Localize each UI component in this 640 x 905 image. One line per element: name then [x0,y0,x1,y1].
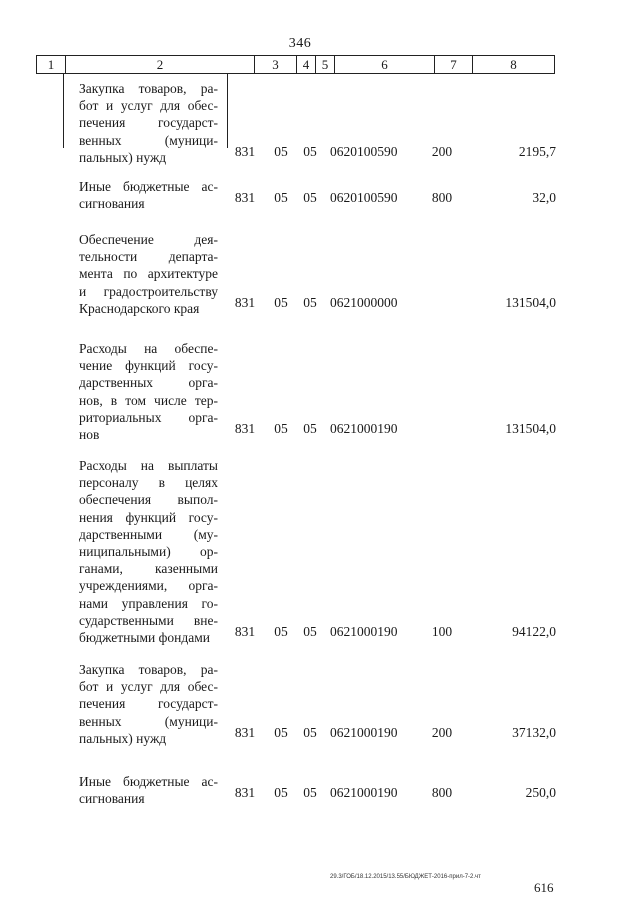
description-line: сигнования [79,196,145,212]
row-cell-c5: 05 [303,421,317,436]
row-cell-c7: 200 [431,143,453,159]
row-cell-c8: 37132,0 [512,724,556,740]
row-cell-c5: 05 [303,724,317,740]
description-line: персоналу в целях [79,475,218,491]
table-header-row [36,55,555,74]
row-cell-c8: 2195,7 [518,143,556,159]
row-cell-c3: 831 [234,624,256,639]
row-cell-c7: 800 [431,190,453,206]
header-col-1: 1 [47,57,55,72]
description-line: Краснодарского края [79,300,200,316]
row-cell-c3: 831 [234,143,256,159]
header-col-7: 7 [434,56,472,73]
description-line: пальных) нужд [79,149,167,165]
description-line: тельности департа- [79,249,218,265]
row-description [79,340,218,443]
row-cell-c8: 94122,0 [512,624,556,639]
description-line: Иные бюджетные ас- [79,774,218,789]
row-cell-c8: 32,0 [532,190,556,206]
description-line: и градостроительству [79,283,218,299]
description-line: венных (муници- [79,713,218,729]
row-description [79,661,218,747]
description-line: Закупка товаров, ра- [79,81,218,96]
row-cell-c6: 0621000000 [330,294,398,310]
row-cell-c7: 200 [431,724,453,740]
description-line: Закупка товаров, ра- [79,662,218,677]
description-line: ниципальными) ор- [79,544,218,560]
row-cell-c6: 0621000190 [330,421,398,436]
row-description [79,80,218,166]
row-cell-c4: 05 [274,785,288,801]
row-cell-c8: 131504,0 [505,294,556,310]
row-cell-c4: 05 [274,624,288,639]
description-line: Иные бюджетные ас- [79,179,218,194]
header-col-8: 8 [472,56,554,73]
page-number: 346 [288,36,312,51]
description-line: нения функций госу- [79,509,218,525]
description-line: венных (муници- [79,132,218,148]
description-line: Расходы на выплаты [79,458,218,473]
row-cell-c4: 05 [274,294,288,310]
row-cell-c5: 05 [303,785,317,801]
row-cell-c6: 0621000190 [330,785,398,801]
description-line: дарственных орга- [79,375,218,391]
footer-file-note: 29.3/ГОБ/18.12.2015/13.55/БЮДЖЕТ-2016-прил-7-2.чт [330,874,481,880]
description-line: сударственными вне- [79,612,218,628]
row-cell-c6: 0620100590 [330,143,398,159]
row-cell-c6: 0621000190 [330,724,398,740]
row-cell-c3: 831 [234,421,256,436]
description-line: учреждениями, орга- [79,578,218,594]
description-line: мента по архитектуре [79,266,218,282]
row-cell-c6: 0620100590 [330,190,398,206]
row-cell-c8: 250,0 [525,785,556,801]
row-cell-c4: 05 [274,190,288,206]
row-description [79,231,218,317]
row-cell-c8: 131504,0 [505,421,556,436]
description-line: чение функций госу- [79,358,218,374]
row-cell-c4: 05 [274,724,288,740]
header-col-6: 6 [334,56,434,73]
row-cell-c4: 05 [274,143,288,159]
description-line: печения государст- [79,115,218,131]
row-cell-c7: 100 [431,624,453,639]
header-col-2: 2 [65,56,254,73]
description-line: риториальных орга- [79,409,218,425]
row-cell-c6: 0621000190 [330,624,398,639]
header-col-3: 3 [254,56,296,73]
row-cell-c3: 831 [234,785,256,801]
footer-sheet-number: 616 [534,880,554,895]
row-cell-c3: 831 [234,190,256,206]
description-line: бот и услуг для обес- [79,679,218,695]
description-line: Обеспечение дея- [79,232,218,247]
description-line: бот и услуг для обес- [79,98,218,114]
description-line: нов, в том числе тер- [79,392,218,408]
description-line: обеспечения выпол- [79,492,218,508]
table-divider-right [227,74,228,148]
description-line: печения государст- [79,696,218,712]
header-col-5: 5 [315,56,334,73]
row-description [79,457,218,646]
row-cell-c7: 800 [431,785,453,801]
row-cell-c3: 831 [234,724,256,740]
description-line: нов [79,427,100,443]
row-description [79,773,218,807]
row-cell-c5: 05 [303,294,317,310]
description-line: сигнования [79,791,145,807]
description-line: пальных) нужд [79,730,167,746]
row-description [79,178,218,212]
description-line: нами управления го- [79,595,218,611]
row-cell-c3: 831 [234,294,256,310]
row-cell-c5: 05 [303,624,317,639]
header-col-4: 4 [296,56,315,73]
table-divider-left [63,74,64,148]
description-line: дарственными (му- [79,526,218,542]
description-line: Расходы на обеспе- [79,341,218,356]
description-line: бюджетными фондами [79,630,210,646]
description-line: ганами, казенными [79,561,218,577]
row-cell-c4: 05 [274,421,288,436]
row-cell-c5: 05 [303,143,317,159]
row-cell-c5: 05 [303,190,317,206]
